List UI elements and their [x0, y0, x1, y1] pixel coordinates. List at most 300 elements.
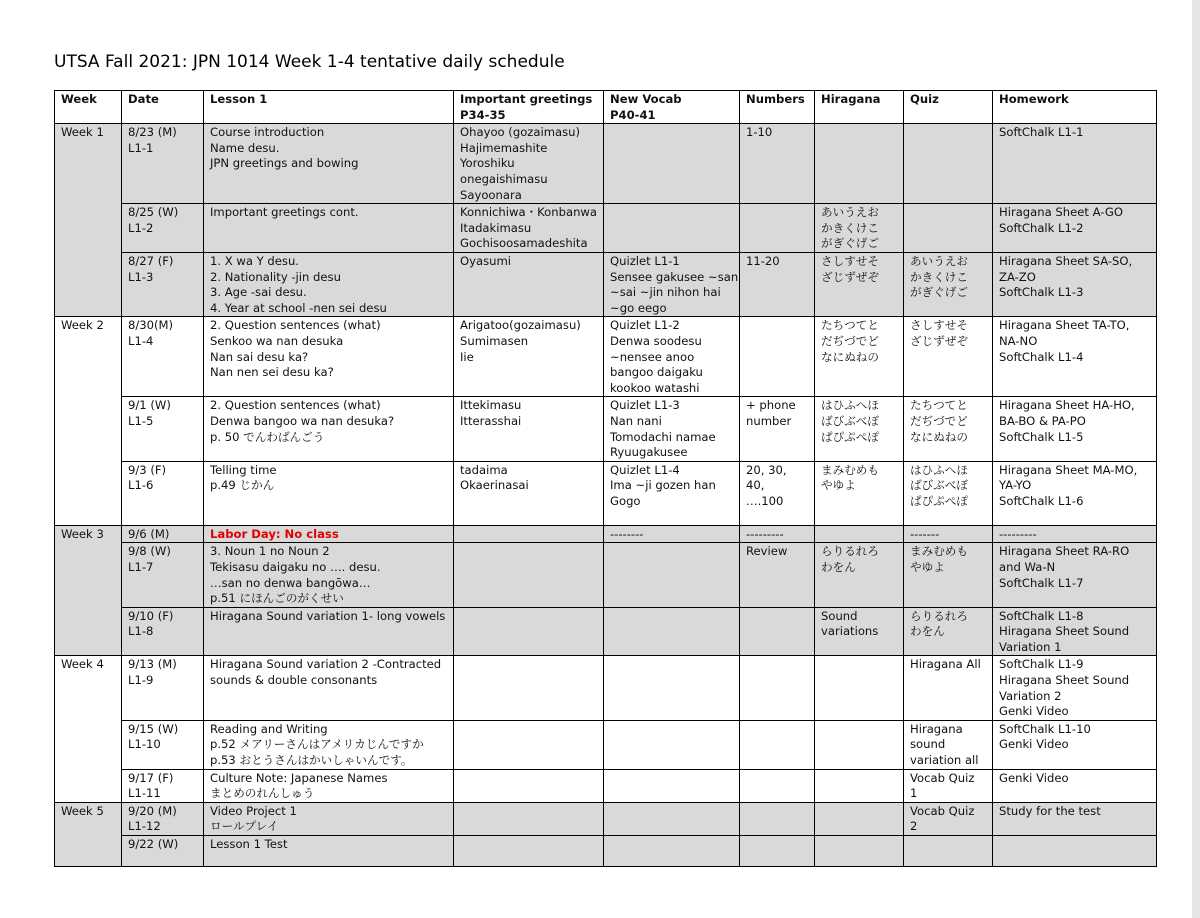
date-text: 8/23 (M): [128, 125, 177, 140]
numbers-text: ….100: [746, 493, 784, 508]
lesson-text: Tekisasu daigaku no …. desu.: [210, 559, 381, 574]
week-cell: Week 5: [55, 802, 122, 866]
quiz-text: ばびぶべぼ: [910, 478, 968, 493]
homework-cell: [993, 317, 1157, 397]
date-text: L1-1: [128, 140, 154, 155]
numbers-cell: [740, 769, 815, 802]
hiragana-cell: [815, 461, 904, 525]
header-quiz: Quiz: [904, 91, 993, 124]
homework-text: SoftChalk L1-7: [999, 575, 1084, 590]
lesson-text: p.51 にほんごのがくせい: [210, 591, 344, 606]
greetings-cell: [454, 656, 604, 720]
date-cell: [122, 461, 204, 525]
homework-text: SoftChalk L1-6: [999, 493, 1084, 508]
quiz-text: わをん: [910, 624, 945, 639]
numbers-text: Review: [746, 544, 788, 559]
hiragana-cell: [815, 802, 904, 835]
numbers-cell: [740, 720, 815, 769]
lesson-cell: [204, 397, 454, 461]
greetings-cell: [454, 720, 604, 769]
vocab-text: ~sai ~jin nihon hai: [610, 285, 721, 300]
date-text: L1-12: [128, 819, 161, 834]
date-text: 9/3 (F): [128, 462, 167, 477]
hiragana-cell: [815, 252, 904, 316]
vocab-cell: [604, 461, 740, 525]
numbers-text: 20, 30,: [746, 462, 787, 477]
vocab-text: Ima ~ji gozen han: [610, 478, 716, 493]
numbers-cell: [740, 317, 815, 397]
date-cell: [122, 204, 204, 253]
vocab-cell: [604, 397, 740, 461]
greetings-text: Oyasumi: [460, 253, 511, 268]
quiz-text: -------: [910, 526, 940, 541]
vocab-text: Sensee gakusee ~san: [610, 269, 739, 284]
lesson-text: 1. X wa Y desu.: [210, 253, 299, 268]
vocab-text: Nan nani: [610, 413, 662, 428]
vocab-cell: [604, 317, 740, 397]
numbers-text: 11-20: [746, 253, 780, 268]
date-text: L1-6: [128, 478, 154, 493]
homework-text: Hiragana Sheet Sound: [999, 673, 1130, 688]
schedule-row: [55, 317, 1157, 397]
lesson-text: まとめのれんしゅう: [210, 786, 315, 801]
document-title: UTSA Fall 2021: JPN 1014 Week 1-4 tentative daily schedule: [54, 52, 565, 72]
lesson-text: Reading and Writing: [210, 721, 328, 736]
homework-text: SoftChalk L1-10: [999, 721, 1091, 736]
quiz-text: あいうえお: [910, 253, 968, 268]
numbers-text: 1-10: [746, 125, 773, 140]
lesson-text: 3. Age -sai desu.: [210, 285, 307, 300]
vocab-text: Gogo: [610, 493, 641, 508]
quiz-text: たちつてと: [910, 398, 968, 413]
lesson-cell: [204, 461, 454, 525]
lesson-text: Labor Day: No class: [210, 526, 339, 541]
quiz-cell: [904, 656, 993, 720]
vocab-cell: [604, 607, 740, 656]
date-text: 8/30(M): [128, 318, 174, 333]
hiragana-cell: [815, 124, 904, 204]
quiz-cell: [904, 720, 993, 769]
date-text: L1-5: [128, 413, 154, 428]
quiz-cell: [904, 769, 993, 802]
lesson-text: 4. Year at school -nen sei desu: [210, 300, 387, 315]
greetings-text: onegaishimasu: [460, 171, 548, 186]
lesson-cell: [204, 543, 454, 607]
date-text: 9/22 (W): [128, 837, 179, 851]
greetings-cell: [454, 204, 604, 253]
quiz-cell: [904, 124, 993, 204]
homework-text: Hiragana Sheet RA-RO: [999, 544, 1130, 559]
header-lesson: Lesson 1: [204, 91, 454, 124]
greetings-text: Hajimemashite: [460, 140, 548, 155]
schedule-row: [55, 397, 1157, 461]
date-cell: [122, 836, 204, 867]
hiragana-text: ざじずぜぞ: [821, 269, 879, 284]
lesson-text: Lesson 1 Test: [210, 837, 288, 851]
vocab-cell: [604, 720, 740, 769]
lesson-text: 2. Question sentences (what): [210, 398, 381, 413]
homework-text: SoftChalk L1-5: [999, 429, 1084, 444]
vocab-cell: [604, 124, 740, 204]
quiz-text: ぱぴぷぺぽ: [910, 493, 968, 508]
date-text: 9/20 (M): [128, 803, 177, 818]
greetings-cell: [454, 317, 604, 397]
quiz-text: はひふへほ: [910, 462, 968, 477]
numbers-text: number: [746, 413, 792, 428]
hiragana-text: なにぬねの: [821, 349, 879, 364]
date-cell: [122, 543, 204, 607]
week-cell: Week 4: [55, 656, 122, 802]
date-text: L1-11: [128, 786, 161, 801]
hiragana-cell: [815, 836, 904, 867]
greetings-text: Sumimasen: [460, 333, 529, 348]
schedule-row: [55, 607, 1157, 656]
greetings-text: Itadakimasu: [460, 220, 532, 235]
homework-cell: [993, 607, 1157, 656]
hiragana-text: あいうえお: [821, 205, 879, 220]
numbers-cell: [740, 656, 815, 720]
hiragana-text: まみむめも: [821, 462, 879, 477]
numbers-cell: [740, 204, 815, 253]
greetings-cell: [454, 124, 604, 204]
date-text: 9/1 (W): [128, 398, 171, 413]
homework-text: SoftChalk L1-9: [999, 657, 1084, 672]
header-vocab: New Vocab P40-41: [604, 91, 740, 124]
date-text: 9/10 (F): [128, 608, 174, 623]
lesson-text: Course introduction: [210, 125, 325, 140]
date-cell: [122, 720, 204, 769]
date-text: 8/27 (F): [128, 253, 174, 268]
greetings-cell: [454, 836, 604, 867]
vocab-cell: [604, 525, 740, 543]
homework-text: Hiragana Sheet TA-TO,: [999, 318, 1130, 333]
greetings-text: Arigatoo(gozaimasu): [460, 318, 581, 333]
quiz-text: Vocab Quiz: [910, 770, 975, 785]
greetings-cell: [454, 607, 604, 656]
lesson-cell: [204, 720, 454, 769]
date-cell: [122, 397, 204, 461]
schedule-row: [55, 124, 1157, 204]
header-homework: Homework: [993, 91, 1157, 124]
hiragana-cell: [815, 720, 904, 769]
hiragana-text: さしすせそ: [821, 253, 879, 268]
numbers-cell: [740, 397, 815, 461]
greetings-text: Okaerinasai: [460, 478, 529, 493]
numbers-cell: [740, 461, 815, 525]
vocab-cell: [604, 769, 740, 802]
homework-cell: [993, 461, 1157, 525]
homework-cell: [993, 124, 1157, 204]
quiz-text: がぎぐげご: [910, 285, 968, 300]
date-text: L1-8: [128, 624, 154, 639]
lesson-text: p. 50 でんわばんごう: [210, 429, 325, 444]
homework-text: Hiragana Sheet HA-HO,: [999, 398, 1135, 413]
hiragana-cell: [815, 525, 904, 543]
schedule-row: [55, 802, 1157, 835]
lesson-text: JPN greetings and bowing: [210, 156, 359, 171]
hiragana-text: がぎぐげご: [821, 236, 879, 251]
homework-text: SoftChalk L1-8: [999, 608, 1084, 623]
schedule-table: [54, 90, 1157, 867]
lesson-text: Denwa bangoo wa nan desuka?: [210, 413, 395, 428]
homework-text: SoftChalk L1-1: [999, 125, 1084, 140]
quiz-cell: [904, 802, 993, 835]
homework-text: Hiragana Sheet SA-SO,: [999, 253, 1133, 268]
quiz-text: らりるれろ: [910, 608, 968, 623]
header-hiragana: Hiragana: [815, 91, 904, 124]
lesson-cell: [204, 124, 454, 204]
homework-text: ---------: [999, 526, 1037, 541]
hiragana-text: かきくけこ: [821, 220, 879, 235]
hiragana-text: わをん: [821, 559, 856, 574]
homework-cell: [993, 836, 1157, 867]
quiz-cell: [904, 461, 993, 525]
homework-text: YA-YO: [999, 478, 1032, 493]
date-text: 9/8 (W): [128, 544, 171, 559]
hiragana-text: たちつてと: [821, 318, 879, 333]
vocab-text: Tomodachi namae: [610, 429, 716, 444]
lesson-cell: [204, 525, 454, 543]
hiragana-text: Sound: [821, 608, 858, 623]
vocab-text: ~nensee anoo: [610, 349, 695, 364]
vocab-text: bangoo daigaku: [610, 365, 703, 380]
vocab-cell: [604, 252, 740, 316]
lesson-cell: [204, 802, 454, 835]
numbers-text: + phone: [746, 398, 796, 413]
lesson-text: Hiragana Sound variation 1- long vowels: [210, 608, 446, 623]
homework-text: ZA-ZO: [999, 269, 1036, 284]
date-cell: [122, 124, 204, 204]
vocab-cell: [604, 836, 740, 867]
hiragana-cell: [815, 607, 904, 656]
greetings-text: Ittekimasu: [460, 398, 522, 413]
vocab-cell: [604, 802, 740, 835]
date-text: 9/15 (W): [128, 721, 179, 736]
greetings-text: Ohayoo (gozaimasu): [460, 125, 581, 140]
hiragana-cell: [815, 317, 904, 397]
greetings-cell: [454, 802, 604, 835]
homework-text: Hiragana Sheet MA-MO,: [999, 462, 1138, 477]
vocab-cell: [604, 543, 740, 607]
vocab-text: --------: [610, 526, 644, 541]
date-text: L1-7: [128, 559, 154, 574]
homework-cell: [993, 656, 1157, 720]
date-text: 8/25 (W): [128, 205, 179, 220]
homework-text: BA-BO & PA-PO: [999, 413, 1086, 428]
lesson-cell: [204, 252, 454, 316]
quiz-text: Vocab Quiz: [910, 803, 975, 818]
date-cell: [122, 769, 204, 802]
quiz-text: まみむめも: [910, 544, 968, 559]
lesson-text: sounds & double consonants: [210, 673, 378, 688]
homework-text: SoftChalk L1-3: [999, 285, 1084, 300]
date-text: 9/13 (M): [128, 657, 177, 672]
header-date: Date: [122, 91, 204, 124]
quiz-cell: [904, 607, 993, 656]
lesson-cell: [204, 607, 454, 656]
lesson-text: Hiragana Sound variation 2 -Contracted: [210, 657, 442, 672]
date-text: L1-4: [128, 333, 154, 348]
date-cell: [122, 656, 204, 720]
numbers-cell: [740, 836, 815, 867]
week-cell: Week 3: [55, 525, 122, 656]
homework-cell: [993, 525, 1157, 543]
schedule-row: [55, 204, 1157, 253]
lesson-text: Nan sai desu ka?: [210, 349, 309, 364]
homework-text: and Wa-N: [999, 559, 1056, 574]
date-text: L1-10: [128, 737, 161, 752]
vocab-text: Quizlet L1-2: [610, 318, 680, 333]
greetings-text: Itterasshai: [460, 413, 522, 428]
lesson-text: p.52 メアリーさんはアメリカじんですか: [210, 737, 424, 752]
numbers-cell: [740, 525, 815, 543]
homework-cell: [993, 252, 1157, 316]
quiz-text: 2: [910, 819, 918, 834]
date-cell: [122, 607, 204, 656]
hiragana-text: variations: [821, 624, 879, 639]
hiragana-text: ぱぴぷぺぽ: [821, 429, 879, 444]
vocab-text: Quizlet L1-3: [610, 398, 680, 413]
quiz-text: Hiragana: [910, 721, 963, 736]
vocab-text: Quizlet L1-1: [610, 253, 680, 268]
vocab-cell: [604, 204, 740, 253]
greetings-cell: [454, 769, 604, 802]
lesson-text: 3. Noun 1 no Noun 2: [210, 544, 330, 559]
lesson-text: Nan nen sei desu ka?: [210, 365, 334, 380]
hiragana-cell: [815, 769, 904, 802]
quiz-cell: [904, 252, 993, 316]
homework-text: SoftChalk L1-2: [999, 220, 1084, 235]
vocab-text: kookoo watashi: [610, 380, 700, 395]
header-numbers: Numbers: [740, 91, 815, 124]
lesson-cell: [204, 836, 454, 867]
numbers-cell: [740, 124, 815, 204]
homework-text: Genki Video: [999, 770, 1069, 785]
numbers-cell: [740, 802, 815, 835]
quiz-cell: [904, 204, 993, 253]
quiz-text: かきくけこ: [910, 269, 968, 284]
homework-cell: [993, 769, 1157, 802]
lesson-text: p.53 おとうさんはかいしゃいんです。: [210, 753, 413, 768]
vocab-text: ~go eego: [610, 300, 667, 315]
lesson-text: Important greetings cont.: [210, 205, 359, 220]
schedule-row: [55, 769, 1157, 802]
homework-cell: [993, 204, 1157, 253]
homework-text: Genki Video: [999, 704, 1069, 719]
greetings-cell: [454, 461, 604, 525]
schedule-row: [55, 720, 1157, 769]
date-text: 9/6 (M): [128, 526, 170, 541]
lesson-text: Culture Note: Japanese Names: [210, 770, 388, 785]
numbers-text: ---------: [746, 526, 784, 541]
greetings-text: Konnichiwa・Konbanwa: [460, 205, 598, 220]
schedule-row: [55, 656, 1157, 720]
quiz-text: variation all: [910, 753, 979, 768]
greetings-text: Gochisoosamadeshita: [460, 236, 588, 251]
quiz-cell: [904, 317, 993, 397]
numbers-cell: [740, 252, 815, 316]
quiz-text: やゆよ: [910, 559, 945, 574]
quiz-text: さしすせそ: [910, 318, 968, 333]
greetings-cell: [454, 525, 604, 543]
hiragana-cell: [815, 397, 904, 461]
hiragana-text: はひふへほ: [821, 398, 879, 413]
lesson-cell: [204, 204, 454, 253]
schedule-row: [55, 836, 1157, 867]
schedule-row: [55, 543, 1157, 607]
lesson-text: Senkoo wa nan desuka: [210, 333, 344, 348]
schedule-row: [55, 252, 1157, 316]
window-edge: [1192, 0, 1200, 918]
homework-text: SoftChalk L1-4: [999, 349, 1084, 364]
date-text: 9/17 (F): [128, 770, 174, 785]
homework-cell: [993, 397, 1157, 461]
header-row: [55, 91, 1157, 124]
quiz-cell: [904, 836, 993, 867]
numbers-cell: [740, 607, 815, 656]
quiz-text: sound: [910, 737, 946, 752]
numbers-cell: [740, 543, 815, 607]
vocab-text: Quizlet L1-4: [610, 462, 680, 477]
greetings-cell: [454, 252, 604, 316]
hiragana-cell: [815, 543, 904, 607]
schedule-row: [55, 525, 1157, 543]
lesson-text: p.49 じかん: [210, 478, 275, 493]
lesson-cell: [204, 656, 454, 720]
homework-text: Variation 2: [999, 688, 1062, 703]
homework-text: Hiragana Sheet A-GO: [999, 205, 1124, 220]
quiz-text: ざじずぜぞ: [910, 333, 968, 348]
greetings-text: Yoroshiku: [460, 156, 515, 171]
homework-text: Variation 1: [999, 639, 1062, 654]
header-week: Week: [55, 91, 122, 124]
homework-text: Genki Video: [999, 737, 1069, 752]
homework-cell: [993, 720, 1157, 769]
homework-cell: [993, 543, 1157, 607]
hiragana-cell: [815, 656, 904, 720]
vocab-cell: [604, 656, 740, 720]
lesson-text: Video Project 1: [210, 803, 297, 818]
lesson-text: Name desu.: [210, 140, 280, 155]
quiz-cell: [904, 525, 993, 543]
homework-cell: [993, 802, 1157, 835]
date-cell: [122, 252, 204, 316]
hiragana-text: ばびぶべぼ: [821, 413, 879, 428]
lesson-text: 2. Nationality -jin desu: [210, 269, 341, 284]
lesson-text: …san no denwa bangōwa…: [210, 575, 371, 590]
vocab-text: Ryuugakusee: [610, 445, 688, 460]
date-text: L1-9: [128, 673, 154, 688]
schedule-row: [55, 461, 1157, 525]
homework-text: Hiragana Sheet Sound: [999, 624, 1130, 639]
header-greetings: Important greetings P34-35: [454, 91, 604, 124]
homework-text: Study for the test: [999, 803, 1101, 818]
lesson-text: ロールプレイ: [210, 819, 279, 834]
quiz-text: なにぬねの: [910, 429, 968, 444]
vocab-text: Denwa soodesu: [610, 333, 702, 348]
hiragana-text: やゆよ: [821, 478, 856, 493]
homework-text: NA-NO: [999, 333, 1038, 348]
date-text: L1-2: [128, 220, 154, 235]
schedule-body: [55, 124, 1157, 867]
greetings-text: Iie: [460, 349, 474, 364]
date-cell: [122, 525, 204, 543]
greetings-text: Sayoonara: [460, 187, 522, 202]
quiz-text: Hiragana All: [910, 657, 981, 672]
quiz-cell: [904, 397, 993, 461]
numbers-text: 40,: [746, 478, 765, 493]
greetings-cell: [454, 397, 604, 461]
